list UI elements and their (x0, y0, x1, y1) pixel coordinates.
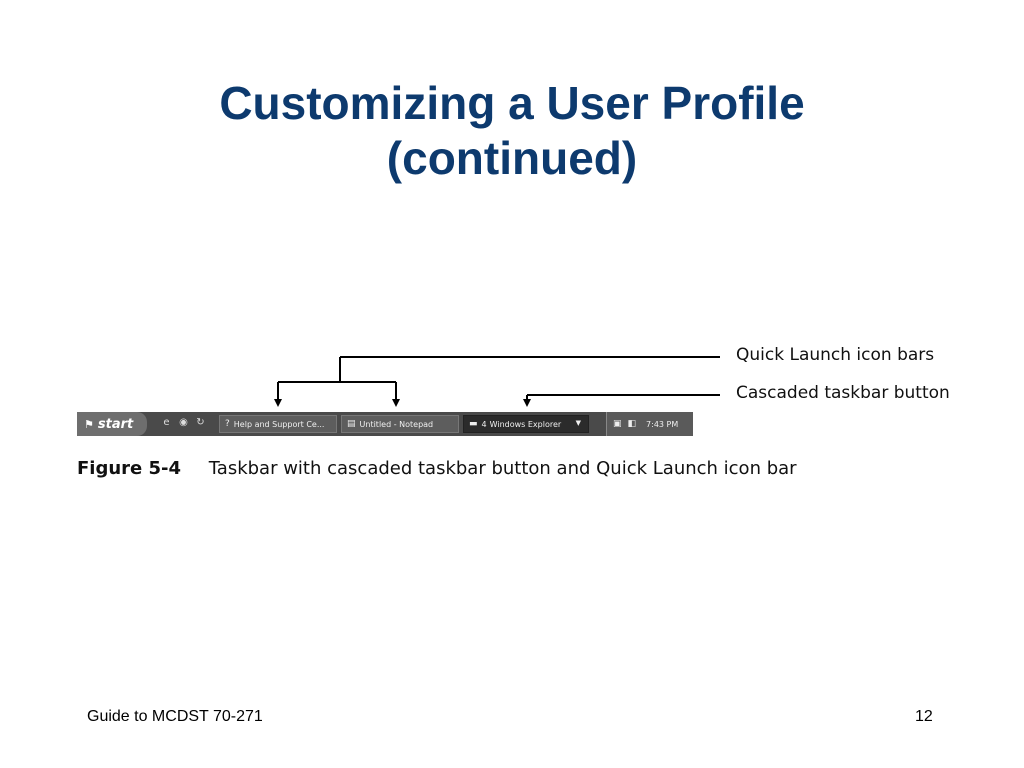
chevron-down-icon: ▼ (575, 419, 581, 427)
media-icon[interactable]: ◉ (179, 417, 188, 428)
taskbar-button-label: Help and Support Ce... (233, 419, 325, 429)
figure-caption-text: Taskbar with cascaded taskbar button and Quick Launch icon bar (208, 458, 797, 479)
callout-quick-launch: Quick Launch icon bars (736, 345, 935, 365)
refresh-icon[interactable]: ↻ (196, 417, 205, 428)
network-icon[interactable]: ▣ (613, 419, 622, 429)
clock: 7:43 PM (646, 419, 679, 429)
volume-icon[interactable]: ◧ (627, 419, 637, 429)
figure-caption (77, 458, 797, 479)
help-icon: ? (225, 419, 230, 429)
folder-icon: ▬ (469, 419, 478, 429)
system-tray (606, 412, 693, 436)
windows-flag-icon: ⚑ (84, 417, 94, 431)
taskbar-button-label: Untitled - Notepad (359, 419, 434, 429)
start-button[interactable] (77, 412, 147, 436)
page-number: 12 (915, 708, 933, 725)
ie-icon[interactable]: e (163, 417, 170, 428)
footer-course-title: Guide to MCDST 70-271 (87, 708, 263, 725)
taskbar-button-notepad[interactable] (341, 415, 459, 433)
callout-cascaded: Cascaded taskbar button (736, 383, 950, 403)
window-count: 4 (481, 419, 487, 429)
taskbar-button-windows-explorer[interactable] (463, 415, 589, 433)
figure-label: Figure 5-4 (77, 458, 182, 479)
slide-title-line1: Customizing a User Profile (219, 77, 805, 129)
notepad-icon: ▤ (347, 419, 356, 429)
taskbar-button-help[interactable] (219, 415, 337, 433)
slide-title-line2: (continued) (386, 132, 638, 184)
start-label: start (97, 416, 134, 432)
taskbar (77, 412, 693, 436)
taskbar-button-label: Windows Explorer (489, 419, 562, 429)
